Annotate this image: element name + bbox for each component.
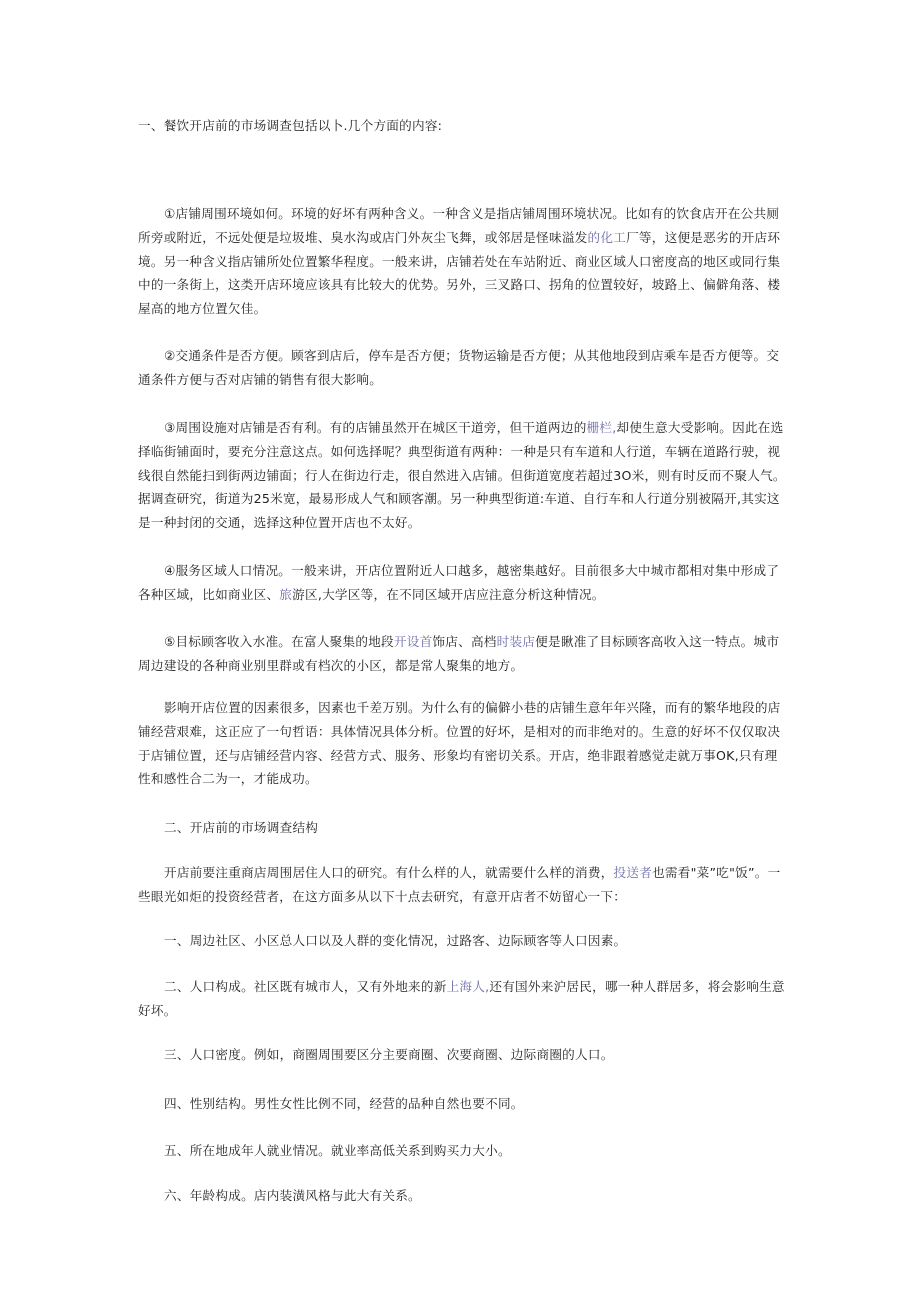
section-heading-1: 一、餐饮开店前的市场调查包括以卜.几个方面的内容:	[138, 118, 443, 133]
paragraph-population	[138, 559, 788, 607]
inline-link[interactable]: 投送者	[613, 865, 653, 880]
list-item-6: 六、年龄构成。店内装潢风格与此大有关系。	[164, 1188, 421, 1203]
text-segment: 也需看"菜”吃"饭”。一些眼光如炬的投资经营者，在这方面多从以下十点去研究，有意开店者不妨留心一下：	[138, 865, 781, 904]
text-segment: 厂等，这便是恶劣的开店环境。另一种含义指店铺所处位置繁华程度。一般来讲，店铺若处在车站附近、商业区域人口密度高的地区或同行集中的一条街上，这类开店环境应该具有比较大的优势。另外，三叉路口、拐角的位置较好，坡路上、偏僻角落、楼屋高的地方位置欠佳。	[138, 229, 781, 317]
inline-link[interactable]: 旅	[279, 586, 293, 602]
list-item-4: 四、性别结构。男性女性比例不同，经营的品种自然也要不同。	[164, 1096, 524, 1111]
inline-link[interactable]: 上海人,	[446, 979, 490, 994]
text-segment: ①店铺周围环境如何。环境的好坏有两种含义。一种含义是指店铺周围环境状况。比如有的饮食店开在公共厕所旁或附近，不远处便是垃圾堆、臭水沟或店门外灰尘飞舞，或邻居是怪味溢发	[138, 206, 780, 245]
text-segment: ⑤目标顾客收入水准。在富人聚集的地段	[164, 634, 394, 649]
list-item-5: 五、所在地成年人就业情况。就业率高低关系到购买力大小。	[164, 1143, 511, 1158]
paragraph-facilities	[138, 416, 788, 535]
inline-link[interactable]: 开设首	[393, 634, 433, 649]
text-segment: ③周围设施对店铺是否有利。有的店铺虽然开在城区干道旁，但干道两边的	[164, 420, 587, 435]
list-item-1: 一、周边社区、小区总人口以及人群的变化情况，过路客、边际顾客等人口因素。	[164, 933, 627, 948]
paragraph-environment	[138, 202, 788, 321]
paragraph-income	[138, 630, 788, 678]
inline-link[interactable]: 栅栏,	[586, 420, 617, 435]
list-item-2	[138, 975, 788, 1023]
text-segment: 游区,大学区等，在不同区域开店应注意分析这种情况。	[292, 586, 605, 602]
text-segment: ④服务区域人口情况。一般来讲，开店位置附近人口越多，越密集越好。目前很多大中城市都相对集中形成了各种区域，比如商业区、	[138, 563, 780, 602]
text-segment: 便是瞅准了目标顾客高收入这一特点。城市周边建设的各种商业别里群或有档次的小区，都是常人聚集的地方。	[138, 634, 780, 673]
paragraph-residents	[138, 861, 788, 909]
paragraph-traffic: ②交通条件是否方便。顾客到店后，停车是否方便；货物运输是否方便；从其他地段到店乘车是否方便等。交通条件方便与否对店铺的销售有很大影响。	[138, 348, 780, 387]
inline-link[interactable]: 的化工	[587, 229, 627, 245]
paragraph-location-factors: 影响开店位置的因素很多，因素也千差万别。为什么有的偏僻小巷的店铺生意年年兴隆，而有的繁华地段的店铺经营艰难，这正应了一句哲语：具体情况具体分析。位置的好坏，是相对的而非绝对的。生意的好坏不仅仅取决于店铺位置，还与店铺经营内容、经营方式、服务、形象均有密切关系。开店，绝非跟着感觉走就万事OK,只有理性和感性合二为一，才能成功。	[138, 700, 781, 787]
inline-link[interactable]: 时装店	[496, 634, 536, 649]
text-segment: 饰店、高档	[432, 634, 497, 649]
text-segment: 却使生意大受影响。因此在选择临街铺面时，要充分注意这点。如何选择呢？典型街道有两种：一种是只有车道和人行道，车辆在道路行驶，视线很自然能扫到街两边铺面；行人在街边行走，很自然进入店铺。但街道宽度若超过3O米，则有时反而不聚人气。据调查研究，街道为25米宽，最易形成人气和顾客潮。另一种典型街道:车道、自行车和人行道分别被隔开,其实这是一种封闭的交通，选择这种位置开店也不太好。	[138, 420, 786, 531]
text-segment: 开店前要注重商店周围居住人口的研究。有什么样的人，就需要什么样的消费，	[164, 865, 614, 880]
section-heading-2: 二、开店前的市场调查结构	[164, 820, 319, 835]
text-segment: 还有国外来沪居民，哪一种人群居多，将会影响生意好坏。	[138, 979, 785, 1018]
text-segment: 二、人口构成。社区既有城市人，又有外地来的新	[164, 979, 447, 994]
list-item-3: 三、人口密度。例如，商圈周围要区分主要商圈、次要商圈、边际商圈的人口。	[164, 1047, 614, 1062]
